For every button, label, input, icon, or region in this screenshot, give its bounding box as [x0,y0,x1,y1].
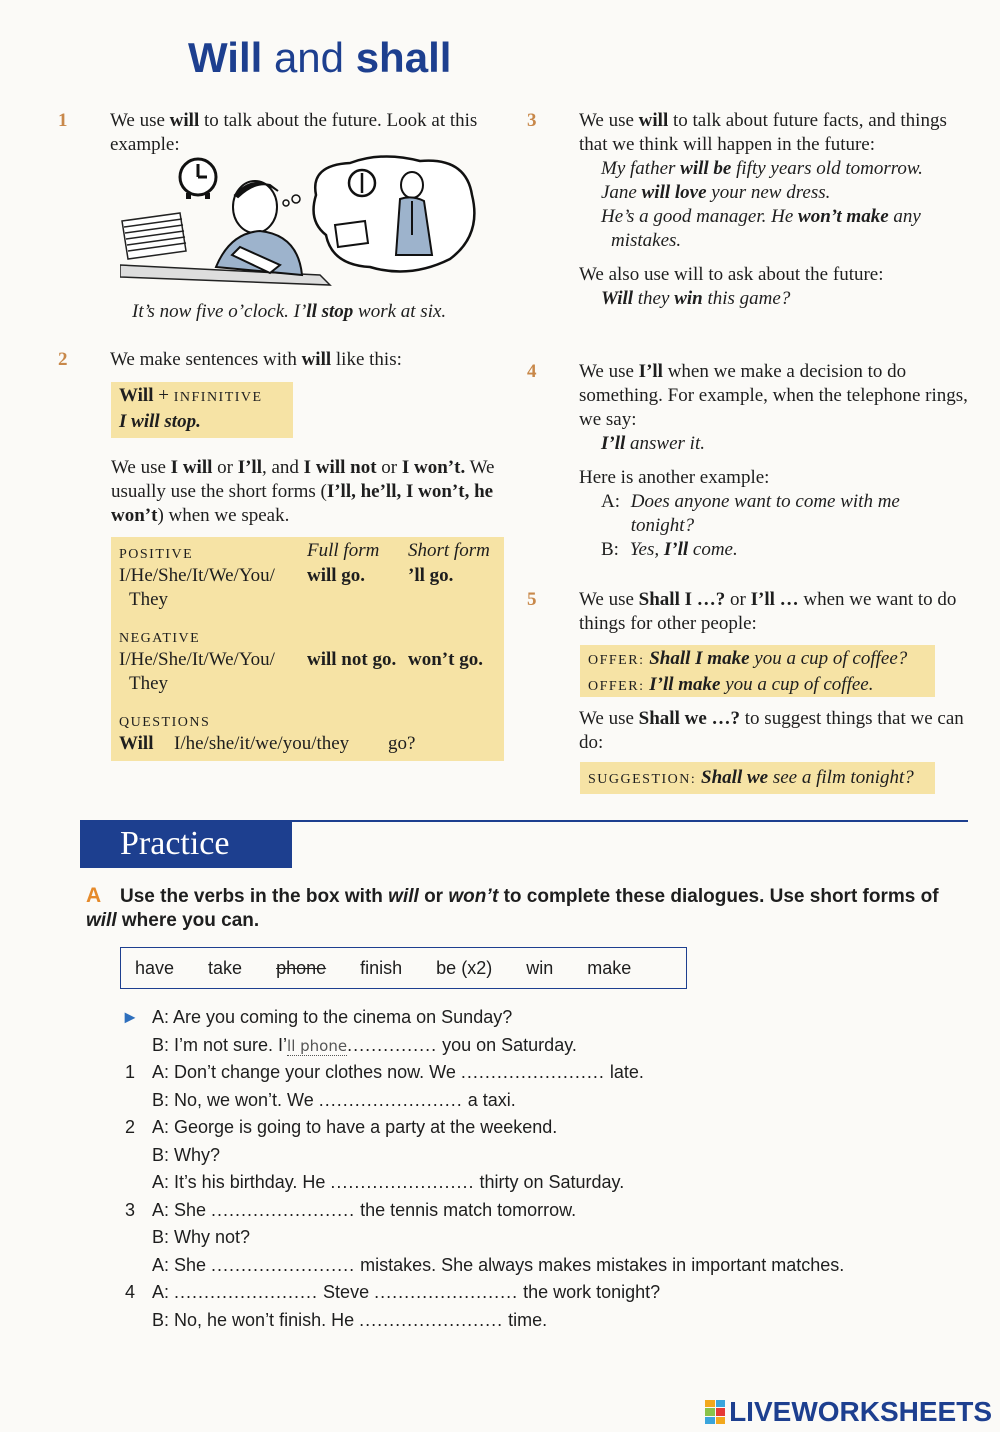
grammar-table: POSITIVE Full form Short form I/He/She/It/We/You/ They will go. ’ll go. NEGATIVE I/He/She/It/We/You/ They will not go. won’t go. QUESTIONS Will I/he/she/it/we/you/they go? [111,537,504,761]
suggestion-box: SUGGESTION: Shall we see a film tonight? [580,762,935,794]
exercise-dialogues: ► A: Are you coming to the cinema on Sunday? B: I’m not sure. I’ll phone............... you on Saturday. 1 A: Don’t change your clothes now. We ........................ late. B: No, we won’t. We ........................ a taxi. 2 A: George is going to have a party at the weekend. B: Why? A: It’s his birthday. He ........................ thirty on Saturday. 3 A: She ........................ the tennis match tomorrow. B: Why not? A: She ........................ mistakes. She always makes mistakes in important matches. 4 A: ........................ Steve ........................ the work tonight? B: No, he won’t finish. He ........................ time. [120,1003,980,1333]
word-have: have [135,957,175,978]
example-line-a: ► A: Are you coming to the cinema on Sunday? [121,1007,513,1027]
caption-section-1: It’s now five o’clock. I’ll stop work at six. [132,301,447,322]
verb-word-box [120,947,687,989]
clock-icon [180,159,216,199]
practice-divider [292,820,968,822]
section-1: 1 We use will to talk about the future. Look at this example: [58,110,478,155]
page-title: Will and shall [188,34,452,81]
answer-blank[interactable]: ........................ [374,1282,519,1302]
word-finish: finish [360,957,403,978]
word-phone: phone [276,957,327,978]
worker-figure [216,181,302,275]
formula-box: Will + INFINITIVE I will stop. [111,382,293,438]
liveworksheets-logo: LIVEWORKSHEETS [705,1396,992,1428]
word-win: win [526,957,554,978]
offer-box: OFFER: Shall I make you a cup of coffee? OFFER: I’ll make you a cup of coffee. [580,645,935,697]
word-take: take [208,957,243,978]
answer-blank[interactable]: ........................ [359,1309,504,1330]
answer-blank[interactable]: ........................ [330,1172,475,1192]
word-be: be (x2) [436,957,493,978]
section-2: 2 We make sentences with will like this: [58,349,402,370]
answer-blank[interactable]: ........................ [318,1089,463,1110]
paper-stack-icon [122,213,186,259]
answer-blank[interactable]: ........................ [211,1199,356,1220]
answer-blank[interactable]: ........................ [211,1254,356,1275]
example-answer: ll phone [287,1036,348,1055]
answer-blank[interactable]: ........................ [174,1282,319,1302]
illustration-office-worker [120,155,480,295]
exercise-instructions: A Use the verbs in the box with will or won’t to complete these dialogues. Use short forms of will where you can. [86,884,939,931]
word-make: make [587,957,632,978]
answer-blank[interactable]: ........................ [460,1062,605,1082]
section-4: 4 We use I’ll when we make a decision to do something. For example, when the telephone rings, we say: I’ll answer it. Here is another example: A: Does anyone want to come with me tonight? B: Yes, I’ll come. [527,361,968,560]
practice-heading: Practice [80,820,292,868]
example-line-b: B: I’m not sure. I’ll phone............... you on Saturday. [152,1034,577,1055]
clock-icon [349,170,375,196]
section-3: 3 We use will to talk about future facts, and things that we think will happen in the future: My father will be fifty years old tomorrow. Jane will love your new dress. He’s a good manager. He won’t make any mistakes. We also use will to ask about the future: Will they win this game? [527,110,947,309]
section-5: 5 We use Shall I …? or I’ll … when we want to do things for other people: [527,589,957,634]
suggest-paragraph: We use Shall we …? to suggest things that we can do: [579,708,964,753]
logo-cube-icon [705,1400,725,1424]
short-forms-paragraph: We use I will or I’ll, and I will not or I won’t. We usually use the short forms (I’ll, he’ll, I won’t, he won’t) when we speak. [111,457,495,526]
